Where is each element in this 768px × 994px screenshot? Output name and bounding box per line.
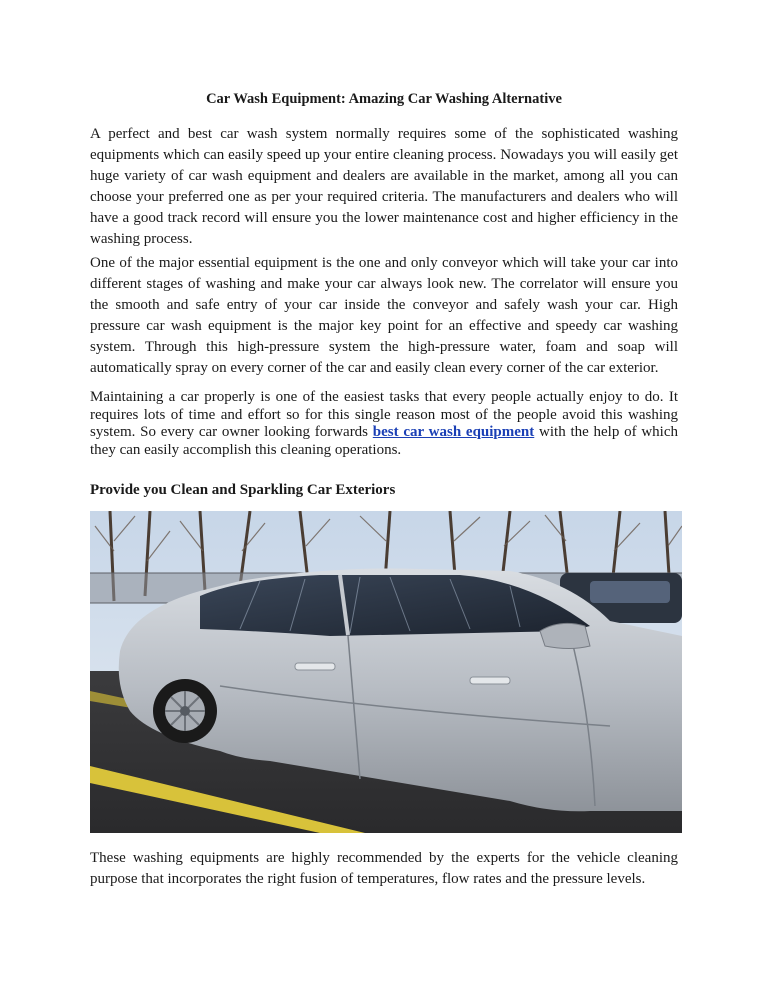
paragraph-intro: A perfect and best car wash system normally requires some of the sophisticated washing equipments which can easily speed up your entire cleaning process. Nowadays you will easily get huge variety of car wash equipment and dealers are available in the market, among all you can choose your preferred one as per your required criteria. The manufacturers and dealers who will have a good track record will ensure you the lower maintenance cost and higher efficiency in the washing process. — [90, 126, 678, 247]
paragraph-maintaining-text-end: with the help of which they can easily accomplish this cleaning operations. — [90, 424, 679, 458]
paragraph-recommended: These washing equipments are highly recommended by the experts for the vehicle cleaning purpose that incorporates the right fusion of temperatures, flow rates and the pressure levels. — [90, 850, 678, 887]
section-subheading: Provide you Clean and Sparkling Car Exteriors — [90, 482, 396, 498]
paragraph-conveyor: One of the major essential equipment is the one and only conveyor which will take your car into different stages of washing and make your car always look new. The correlator will ensure you the smooth and safe entry of your car inside the conveyor and safely wash your car. High pressure car wash equipment is the major key point for an effective and speedy car washing system. Through this high-pressure system the high-pressure water, foam and soap will automatically spray on every corner of the car and easily clean every corner of the car exterior. — [90, 255, 678, 376]
paragraph-maintaining-text-start: Maintaining a car properly is one of the easiest tasks that every people actually enjoy to do. It requires lots of time and effort so for this single reason most of the people avoid this washing system. So every car owner looking forwards — [90, 389, 678, 440]
best-car-wash-equipment-link[interactable]: best car wash equipment — [372, 424, 535, 440]
paragraph-maintaining — [90, 389, 678, 459]
car-photo — [90, 511, 682, 833]
document-title: Car Wash Equipment: Amazing Car Washing Alternative — [206, 91, 562, 107]
